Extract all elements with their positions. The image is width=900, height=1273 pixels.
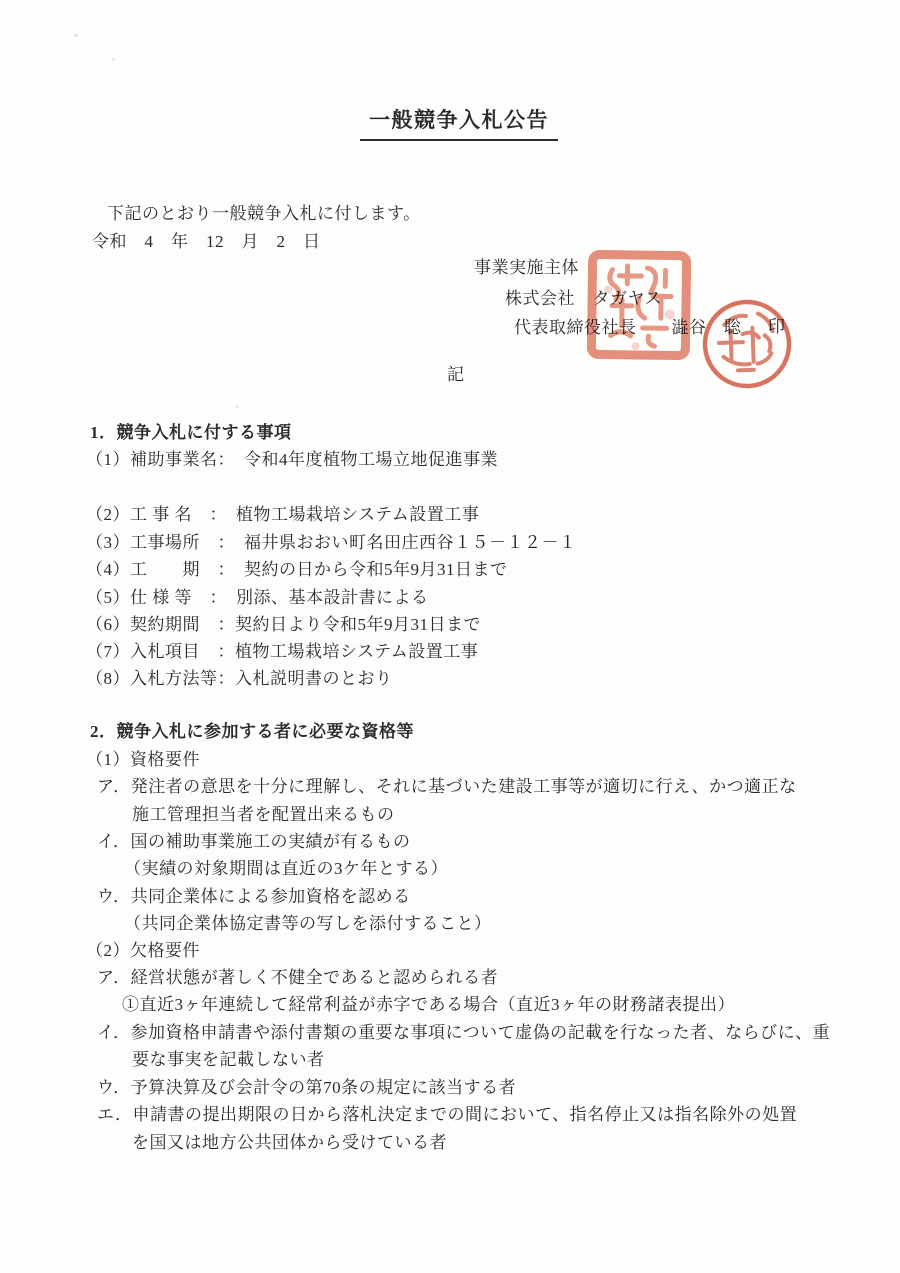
section1-item: （1）補助事業名： 令和4年度植物工場立地促進事業 [86,450,498,469]
seal-suffix-mark: 印 [768,317,786,336]
personal-round-seal-icon [699,296,794,391]
date-line: 令和 4 年 12 月 2 日 [92,232,321,251]
qualification-line: イ．国の補助事業施工の実績が有るもの [97,832,411,851]
disqualification-line: エ．申請書の提出期限の日から落札決定までの間において、指名停止又は指名除外の処置 [97,1105,798,1124]
section1-item: （3）工事場所 ： 福井県おおい町名田庄西谷１５－１２－１ [86,533,577,552]
section1-item: （2）工 事 名 ： 植物工場栽培システム設置工事 [86,505,480,524]
disqualification-line: ア．経営状態が著しく不健全であると認められる者 [97,968,499,987]
qualification-line: 施工管理担当者を配置出来るもの [132,805,395,824]
section1-item: （7）入札項目 ：植物工場栽培システム設置工事 [86,642,479,661]
section1-item: （8）入札方法等：入札説明書のとおり [86,669,393,688]
qualification-line: （実績の対象期間は直近の3ケ年とする） [124,859,448,878]
intro-line: 下記のとおり一般競争入札に付します。 [107,204,421,223]
qualification-line: ア．発注者の意思を十分に理解し、それに基づいた建設工事等が適切に行え、かつ適正な [97,777,797,796]
issuer-company: 株式会社 タガヤス [505,289,663,308]
document-title: 一般競争入札公告 [360,104,558,141]
qualification-heading: （1）資格要件 [86,750,200,769]
issuer-label: 事業実施主体 [474,258,579,277]
section1-heading: 1．競争入札に付する事項 [90,423,292,442]
qualification-line: ウ．共同企業体による参加資格を認める [97,887,411,906]
scan-speck [112,58,115,61]
scan-speck [74,34,78,37]
disqualification-line: イ．参加資格申請書や添付書類の重要な事項について虚偽の記載を行なった者、ならびに、重 [97,1023,831,1042]
section2-heading: 2．競争入札に参加する者に必要な資格等 [90,722,414,741]
scan-speck [236,405,239,408]
disqualification-heading: （2）欠格要件 [86,941,200,960]
company-square-seal-icon [585,249,693,360]
section1-item: （5）仕 様 等 ： 別添、基本設計書による [86,588,429,607]
disqualification-line: を国又は地方公共団体から受けている者 [132,1133,447,1152]
disqualification-line: ①直近3ヶ年連続して経常利益が赤字である場合（直近3ヶ年の財務諸表提出） [122,995,735,1014]
record-marker: 記 [447,365,465,384]
disqualification-line: ウ．予算決算及び会計令の第70条の規定に該当する者 [97,1078,517,1097]
section1-item: （6）契約期間 ：契約日より令和5年9月31日まで [86,615,481,634]
issuer-representative: 代表取締役社長 澁谷 聡 [514,318,742,337]
section1-item: （4）工 期 ： 契約の日から令和5年9月31日まで [86,560,508,579]
disqualification-line: 要な事実を記載しない者 [132,1050,325,1069]
qualification-line: （共同企業体協定書等の写しを添付すること） [124,914,492,933]
